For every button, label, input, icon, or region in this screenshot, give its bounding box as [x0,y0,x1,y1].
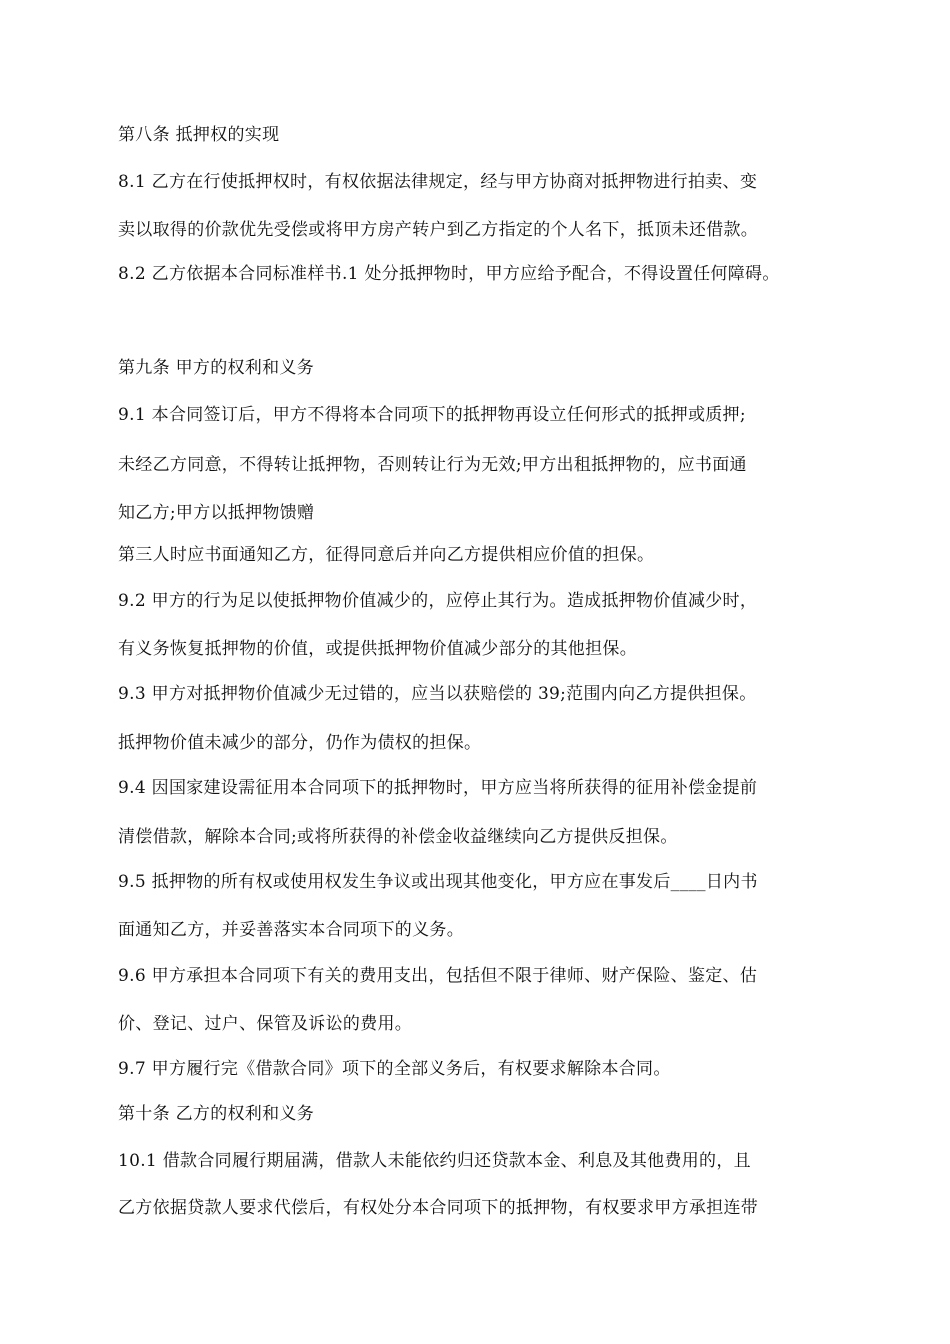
clause-8-1-line-2: 卖以取得的价款优先受偿或将甲方房产转户到乙方指定的个人名下，抵顶未还借款。 [118,220,759,240]
clause-9-1-line-3: 知乙方;甲方以抵押物馈赠 [118,503,315,523]
clause-9-5-line-2: 面通知乙方，并妥善落实本合同项下的义务。 [118,920,464,940]
clause-9-1-line-1: 9.1 本合同签订后，甲方不得将本合同项下的抵押物再设立任何形式的抵押或质押; [118,405,746,425]
clause-9-4-line-1: 9.4 因国家建设需征用本合同项下的抵押物时，甲方应当将所获得的征用补偿金提前 [118,778,758,798]
article-9-heading: 第九条 甲方的权利和义务 [118,358,315,378]
clause-9-7: 9.7 甲方履行完《借款合同》项下的全部义务后，有权要求解除本合同。 [118,1059,671,1079]
clause-9-6-line-2: 价、登记、过户、保管及诉讼的费用。 [118,1014,413,1034]
article-8-heading: 第八条 抵押权的实现 [118,125,280,145]
clause-9-1-line-4: 第三人时应书面通知乙方，征得同意后并向乙方提供相应价值的担保。 [118,545,655,565]
clause-10-1-line-1: 10.1 借款合同履行期届满，借款人未能依约归还贷款本金、利息及其他费用的，且 [118,1151,751,1171]
clause-10-1-line-2: 乙方依据贷款人要求代偿后，有权处分本合同项下的抵押物，有权要求甲方承担连带 [118,1198,759,1218]
clause-9-2-line-2: 有义务恢复抵押物的价值，或提供抵押物价值减少部分的其他担保。 [118,639,637,659]
clause-8-2: 8.2 乙方依据本合同标准样书.1 处分抵押物时，甲方应给予配合，不得设置任何障碍。 [118,264,780,284]
clause-9-3-line-2: 抵押物价值未减少的部分，仍作为债权的担保。 [118,733,482,753]
clause-9-3-line-1: 9.3 甲方对抵押物价值减少无过错的，应当以获赔偿的 39;范围内向乙方提供担保。 [118,684,757,704]
clause-9-4-line-2: 清偿借款，解除本合同;或将所获得的补偿金收益继续向乙方提供反担保。 [118,827,678,847]
clause-9-5-line-1: 9.5 抵押物的所有权或使用权发生争议或出现其他变化，甲方应在事发后____日内书 [118,872,758,892]
clause-9-6-line-1: 9.6 甲方承担本合同项下有关的费用支出，包括但不限于律师、财产保险、鉴定、估 [118,966,758,986]
clause-8-1-line-1: 8.1 乙方在行使抵押权时，有权依据法律规定，经与甲方协商对抵押物进行拍卖、变 [118,172,758,192]
clause-9-2-line-1: 9.2 甲方的行为足以使抵押物价值减少的，应停止其行为。造成抵押物价值减少时， [118,591,758,611]
article-10-heading: 第十条 乙方的权利和义务 [118,1104,315,1124]
clause-9-1-line-2: 未经乙方同意，不得转让抵押物，否则转让行为无效;甲方出租抵押物的，应书面通 [118,455,747,475]
